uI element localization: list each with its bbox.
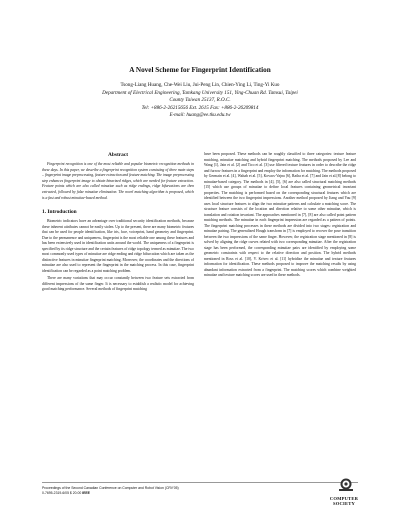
logo-text <box>318 496 370 506</box>
contact-phone: Tel: +886-2-26215656 Ext. 2615 Fax: +886-2-26209814 <box>141 104 259 111</box>
contact-email: E-mail: huang@ee.tku.edu.tw <box>169 112 231 119</box>
abstract-heading: Abstract <box>107 152 129 158</box>
affiliation-line-1: Department of Electrical Engineering, Tamkang University 151, Ying-Chuan Rd. Tamsui, Taipei <box>102 89 298 96</box>
right-column-paragraph: have been proposed. These methods can be roughly classified to three categories: texture feature matching, minutiae matching and hybrid fingerprint matching. The methods proposed by Lee and Wang [1], Jain et al. [2] and Tico et al. [3] use filtered texture features in order to describe the ridge and furrow features in a fingerprint and employ the information for matching. The methods proposed by Germain et al. [4], Wahab et al. [5], Kovacs-Vajna [6], Ratha et al. [7] and Jain et al.[8] belong to minutiae-based category. The methods in [4], [5], [6] are also called structural matching methods [15] which use groups of minutiae to define local features containing geometrical invariant properties. The matching is performed based on the corresponding structural features which are identified between the two fingerprint impressions. Another method proposed by Jiang and Yau [9] uses local structure features to align the two minutiae patterns and calculate a matching score. The structure feature consists of the location and direction relative to some other minutiae, which is translation and rotation invariant. The approaches mentioned in [7], [8] are also called point pattern matching methods. The minutiae in each fingerprint impression are regarded as a pattern of points. The fingerprint matching processes in these methods are divided into two stages: registration and minutiae pairing. The generalized Hough transform in [7] is employed to recover the pose transition between the two impressions of the same finger. However, the registration stage mentioned in [8] is solved by aligning the ridge curves related with two corresponding minutiae. After the registration stage has been performed, the corresponding minutiae pairs are identified by employing some geometric constraints with respect to the relative direction and position. The hybrid methods mentioned in Ross et al. [10], V. Krivec et al. [11] hybridize the minutiae and texture features information for identification. These methods proposed to improve the matching results by using abundant information extracted from a fingerprint. The matching scores which combine weighted minutiae and texture matching scores are used in these methods. <box>204 152 356 277</box>
isbn-text: 0-7695-2319-6/05 $ 20.00 <box>42 491 82 495</box>
introduction-heading: 1. Introduction <box>42 209 77 216</box>
logo-line-1: COMPUTER <box>329 496 359 501</box>
author-names: Tsong-Liang Huang, Che-Wei Liu, Jui-Peng Lin, Chien-Ying Li, Ting-Yi Kuo <box>120 82 280 88</box>
proceedings-line: Proceedings of the Second Canadian Conference on Computer and Robot Vision (CRV'05) <box>42 486 179 490</box>
intro-paragraph-1: Biometric indicators have an advantage over traditional security identification methods, because these inherent attributes cannot be easily stolen. Up to the present, there are many biometric features that can be used for people identification, like iris, face, voiceprint, hand geometry and fingerprint. Due to the permanence and uniqueness, fingerprint is the most reliable one among these features and has been extensively used in identification units around the world. The uniqueness of a fingerprint is specified by its ridge structure and the certain features of ridge topology termed as minutiae. The two most commonly used types of minutiae are ridge ending and ridge bifurcation which are taken as the distinctive features in minutiae fingerprint matching. Moreover, the coordinates and the directions of minutiae are also used to represent the fingerprint in the matching process. In this case, fingerprint identification can be regarded as a point matching problem. <box>42 219 194 273</box>
footer-divider <box>42 482 358 483</box>
ieee-label: IEEE <box>82 491 90 495</box>
page-footer <box>42 486 302 496</box>
affiliation-line-2: County Taiwan 25137, R.O.C. <box>169 97 231 104</box>
intro-paragraph-2: There are many variations that may occur constantly between two feature sets extracted from different impressions of the same finger. It is necessary to establish a realistic model for achieving good matching performance. Several methods of fingerprint matching <box>42 276 194 292</box>
isbn-line <box>42 491 302 496</box>
paper-title: A Novel Scheme for Fingerprint Identification <box>129 66 271 74</box>
logo-line-2: SOCIETY <box>332 501 356 506</box>
left-column <box>42 152 194 295</box>
author-block <box>20 82 380 120</box>
right-column <box>204 152 356 281</box>
abstract-text: Fingerprint recognition is one of the most reliable and popular biometric recognition methods in these days. In this paper, we describe a fingerprint recognition system consisting of three main steps – fingerprint image preprocessing, feature extraction and feature matching. The image preprocessing step enhances fingerprint image to obtain binarized ridges, which are needed for feature extraction. Feature points which are also called minutiae such as ridge endings, ridge bifurcations are then extracted, followed by false minutiae elimination. The novel matching algorithm is proposed, which is a fast and robust minutiae-based method. <box>42 162 194 200</box>
